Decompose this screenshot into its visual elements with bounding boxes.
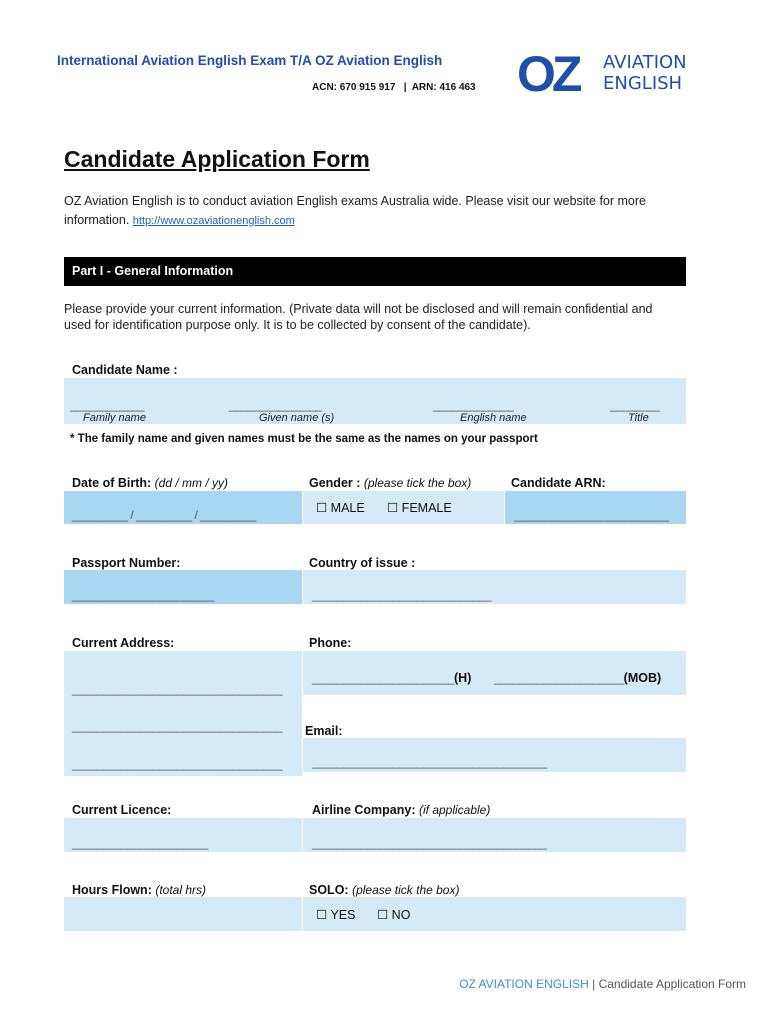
- email-label: Email:: [305, 724, 343, 738]
- organization-name: International Aviation English Exam T/A OZ Aviation English: [57, 53, 443, 68]
- solo-field: [303, 897, 686, 931]
- arn-label: Candidate ARN:: [511, 476, 606, 490]
- phone-home: _______________________(H): [312, 671, 472, 685]
- airline-company-blank: ______________________________________: [312, 836, 547, 850]
- title-blank: ________: [610, 398, 660, 412]
- family-name-blank: ____________: [70, 398, 145, 412]
- address-blank-2: __________________________________: [72, 719, 282, 733]
- footer-separator: |: [588, 977, 599, 991]
- logo-line-1: AVIATION: [603, 52, 687, 73]
- english-name-blank: _____________: [433, 398, 514, 412]
- female-checkbox[interactable]: ☐ FEMALE: [387, 501, 452, 515]
- dob-blank: _________ / _________ / _________: [72, 508, 256, 522]
- dob-label: Date of Birth: (dd / mm / yy): [72, 476, 228, 490]
- family-name-caption: Family name: [83, 412, 146, 424]
- current-licence-blank: ______________________: [72, 836, 208, 850]
- gender-label: Gender : (please tick the box): [309, 476, 472, 490]
- given-name-blank: _______________: [229, 398, 322, 412]
- english-name-caption: English name: [460, 412, 527, 424]
- registration-numbers: ACN: 670 915 917 | ARN: 416 463: [312, 82, 476, 93]
- country-of-issue-blank: _____________________________: [312, 588, 492, 602]
- phone-mobile: _____________________(MOB): [494, 671, 662, 685]
- current-licence-label: Current Licence:: [72, 803, 172, 817]
- form-title: Candidate Application Form: [64, 146, 370, 172]
- candidate-name-field[interactable]: [64, 378, 686, 424]
- section-header-part-1: Part I - General Information: [64, 257, 686, 286]
- address-blank-3: __________________________________: [72, 757, 282, 771]
- intro-paragraph: OZ Aviation English is to conduct aviation English exams Australia wide. Please visit our website for more information.: [64, 194, 646, 227]
- solo-no-checkbox[interactable]: ☐ NO: [377, 908, 411, 922]
- passport-number-blank: _______________________: [72, 588, 214, 602]
- arn-blank: _________________________: [514, 508, 669, 522]
- title-caption: Title: [628, 412, 649, 424]
- solo-yes-checkbox[interactable]: ☐ YES: [316, 908, 356, 922]
- hours-flown-label: Hours Flown: (total hrs): [72, 883, 207, 897]
- passport-name-note: * The family name and given names must be the same as the names on your passport: [70, 433, 538, 445]
- logo-line-2: ENGLISH: [603, 73, 683, 94]
- page-footer: [459, 977, 746, 991]
- male-checkbox[interactable]: ☐ MALE: [316, 501, 365, 515]
- address-blank-1: __________________________________: [72, 682, 282, 696]
- country-of-issue-label: Country of issue :: [309, 556, 416, 570]
- footer-brand: OZ AVIATION ENGLISH: [459, 977, 589, 991]
- logo-mark: OZ: [517, 48, 579, 96]
- phone-label: Phone:: [309, 636, 352, 650]
- candidate-name-label: Candidate Name :: [72, 363, 178, 377]
- current-address-label: Current Address:: [72, 636, 175, 650]
- passport-number-label: Passport Number:: [72, 556, 181, 570]
- intro-text: [64, 192, 684, 231]
- given-name-caption: Given name (s): [259, 412, 335, 424]
- privacy-note: Please provide your current information. (Private data will not be disclosed and will remain confidential and used for identification purpose only. It is to be collected by consent of the candidate).: [64, 302, 653, 332]
- footer-doc-title: Candidate Application Form: [598, 977, 746, 991]
- oz-aviation-logo: [517, 48, 699, 96]
- website-link[interactable]: http://www.ozaviationenglish.com: [132, 215, 295, 227]
- airline-company-label: Airline Company: (if applicable): [312, 803, 491, 817]
- solo-label: SOLO: (please tick the box): [309, 883, 460, 897]
- email-blank: ______________________________________: [312, 755, 547, 769]
- hours-flown-field[interactable]: [64, 897, 302, 931]
